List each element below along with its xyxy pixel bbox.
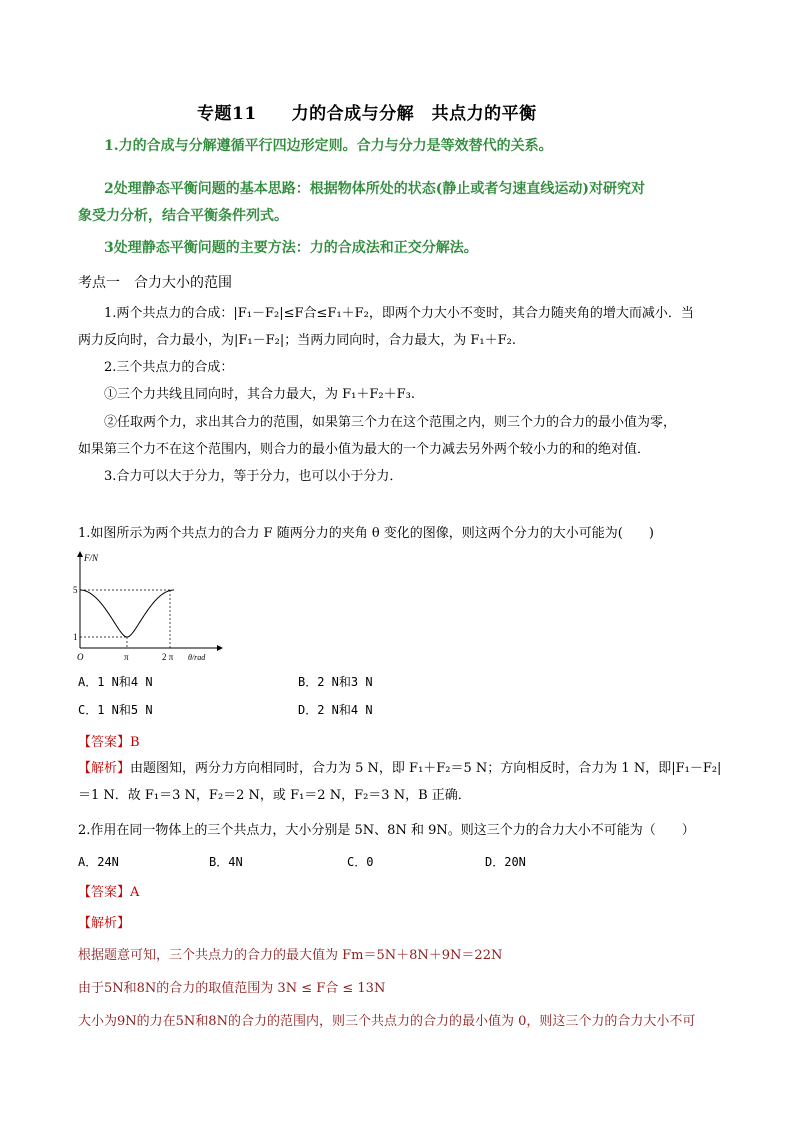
- analysis-text: 根据题意可知，三个共点力的合力的最大值为 Fm＝5N＋8N＋9N＝22N: [78, 948, 503, 963]
- option-a: A．24N: [78, 855, 119, 869]
- answer-value: A: [130, 885, 140, 900]
- section-text-line: ②任取两个力，求出其合力的范围，如果第三个力在这个范围之内，则三个力的合力的最小值为零，: [104, 415, 677, 430]
- option-c: C．0: [347, 855, 374, 869]
- analysis-label: 【解析】: [78, 916, 131, 931]
- option-b: B．4N: [209, 855, 243, 869]
- analysis-line: ＝1 N．故 F₁＝3 N，F₂＝2 N，或 F₁＝2 N，F₂＝3 N，B 正确．: [78, 788, 471, 803]
- intro-point-2-line-2: 象受力分析，结合平衡条件列式。: [78, 208, 288, 224]
- question-2-stem: 2.作用在同一物体上的三个共点力，大小分别是 5N、8N 和 9N。则这三个力的合力大小不可能为（ ）: [78, 823, 695, 838]
- answer-line: [78, 884, 139, 902]
- question-1-stem: 1.如图所示为两个共点力的合力 F 随两分力的夹角 θ 变化的图像，则这两个分力的大小可能为( ): [78, 526, 654, 541]
- intro-point-2-line-1: 2处理静态平衡问题的基本思路：根据物体所处的状态(静止或者匀速直线运动)对研究对: [104, 181, 645, 197]
- y-axis-label: F/N: [84, 553, 99, 563]
- option-d: D．2 N和4 N: [298, 703, 373, 717]
- resultant-force-curve: [80, 590, 174, 637]
- page-title: 专题11 力的合成与分解 共点力的平衡: [197, 104, 537, 124]
- section-heading: 考点一 合力大小的范围: [78, 275, 232, 291]
- force-angle-graph: [70, 550, 230, 670]
- x-tick-label: 2 π: [162, 652, 174, 662]
- option-d: D．20N: [485, 855, 526, 869]
- option-b: B．2 N和3 N: [298, 675, 373, 689]
- section-text-line: ①三个力共线且同向时，其合力最大，为 F₁＋F₂＋F₃.: [104, 387, 415, 402]
- x-tick-label: π: [124, 652, 129, 662]
- section-text-line: 3.合力可以大于分力，等于分力，也可以小于分力．: [104, 469, 403, 484]
- section-text-line: 如果第三个力不在这个范围内，则合力的最小值为最大的一个力减去另外两个较小力的和的绝对值．: [78, 442, 651, 457]
- intro-point-3: 3处理静态平衡问题的主要方法：力的合成法和正交分解法。: [104, 240, 478, 256]
- answer-line: [78, 734, 140, 752]
- analysis-text: 由于5N和8N的合力的取值范围为 3N ≤ F合 ≤ 13N: [78, 981, 386, 996]
- x-axis-label: θ/rad: [188, 653, 206, 662]
- analysis-text: 大小为9N的力在5N和8N的合力的范围内，则三个共点力的合力的最小值为 0，则这三个力的合力大小不可: [78, 1014, 696, 1029]
- option-c: C．1 N和5 N: [78, 703, 153, 717]
- y-tick-label: 5: [73, 585, 78, 595]
- origin-label: O: [77, 652, 84, 662]
- analysis-label: 【解析】: [78, 761, 131, 776]
- section-text-line: 两力反向时，合力最小，为|F₁－F₂|；当两力同向时，合力最大，为 F₁＋F₂.: [78, 333, 516, 348]
- answer-value: B: [130, 735, 140, 750]
- analysis-line: [78, 760, 721, 778]
- analysis-text: 由题图知，两分力方向相同时，合力为 5 N，即 F₁＋F₂＝5 N；方向相反时，合力为 1 N，即|F₁－F₂|: [130, 761, 722, 776]
- section-text-line: 2.三个共点力的合成：: [104, 360, 234, 375]
- section-text-line: 1.两个共点力的合成：|F₁－F₂|≤F合≤F₁＋F₂，即两个力大小不变时，其合力随夹角的增大而减小．当: [104, 306, 694, 321]
- answer-label: 【答案】: [78, 885, 131, 900]
- answer-label: 【答案】: [78, 735, 131, 750]
- option-a: A．1 N和4 N: [78, 675, 153, 689]
- intro-point-1: 1.力的合成与分解遵循平行四边形定则。合力与分力是等效替代的关系。: [104, 138, 553, 154]
- y-tick-label: 1: [73, 632, 78, 642]
